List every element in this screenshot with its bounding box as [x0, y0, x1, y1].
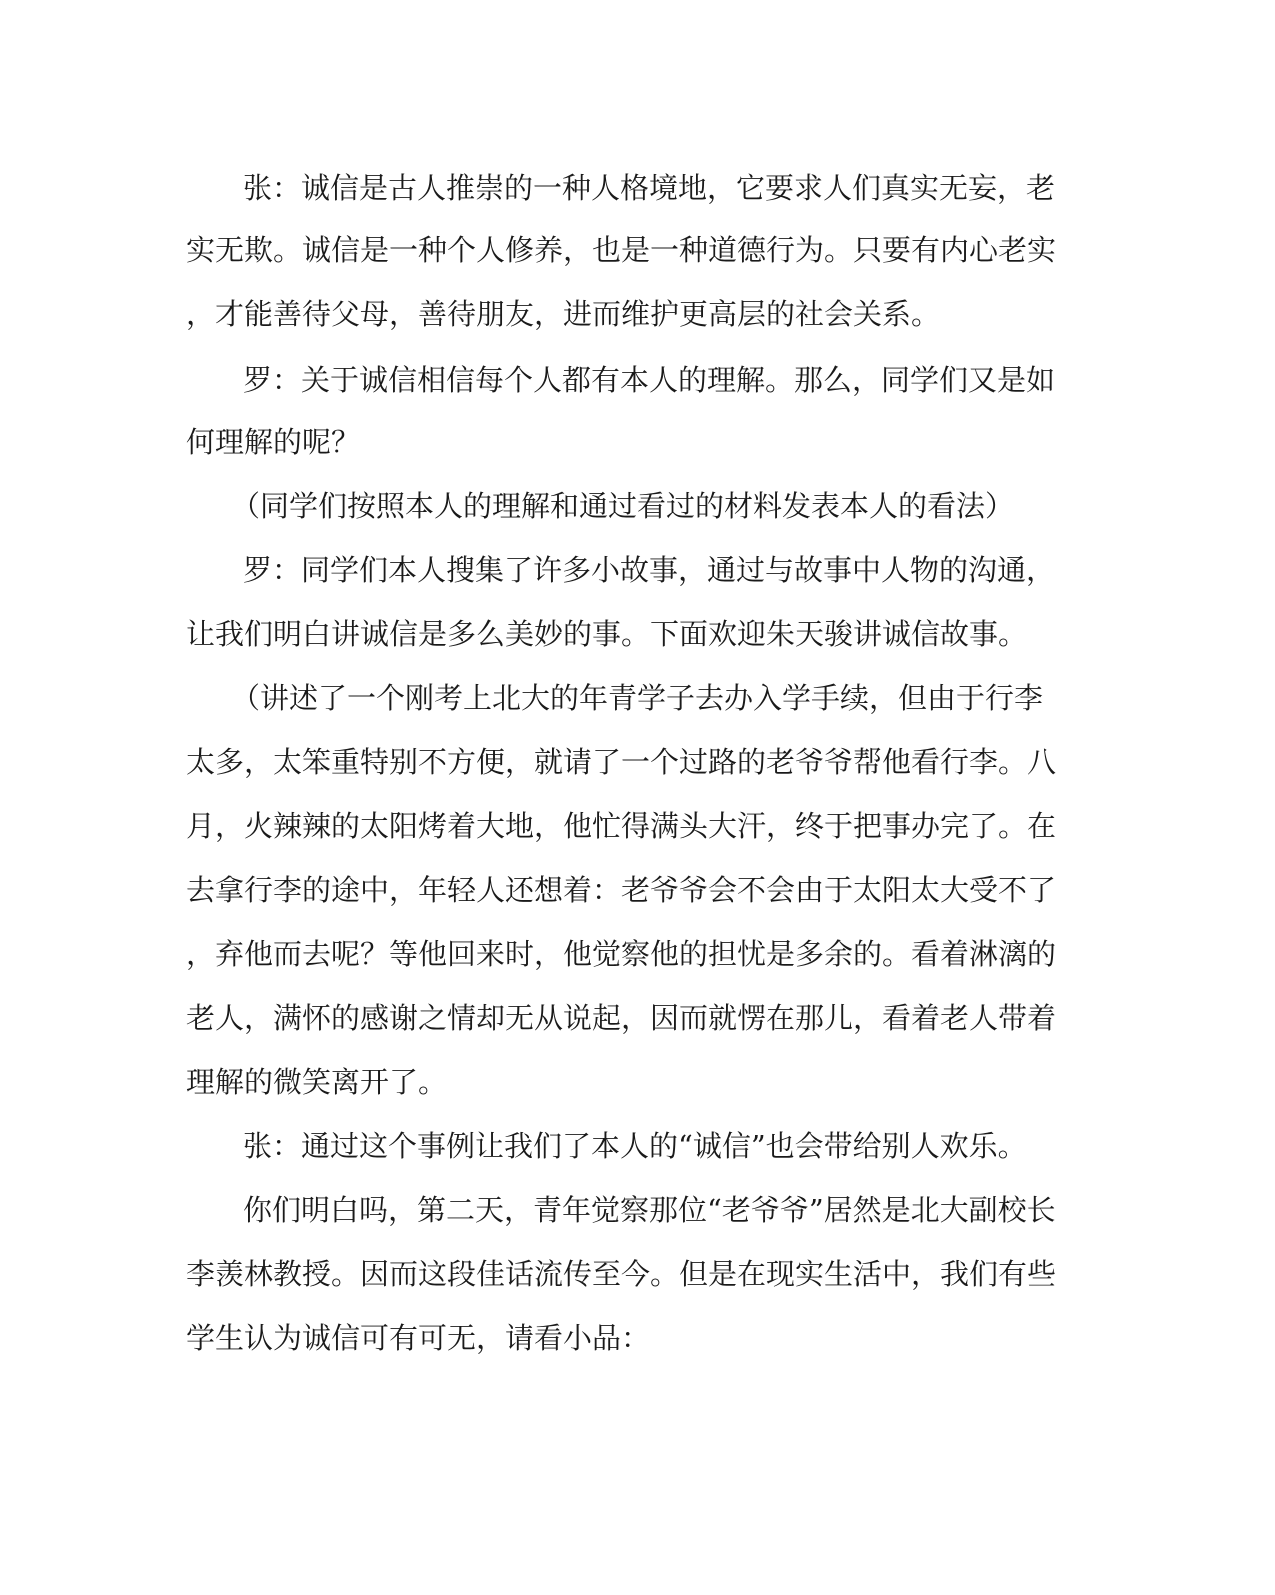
- text-line: 太多，太笨重特别不方便，就请了一个过路的老爷爷帮他看行李。八: [186, 745, 1057, 779]
- text-line: 学生认为诚信可有可无，请看小品：: [186, 1321, 651, 1355]
- text-line: 老人，满怀的感谢之情却无从说起，因而就愣在那儿，看着老人带着: [186, 1001, 1057, 1035]
- text-line: 去拿行李的途中，年轻人还想着：老爷爷会不会由于太阳太大受不了: [186, 873, 1057, 907]
- text-line: 张：通过这个事例让我们了本人的“诚信”也会带给别人欢乐。: [243, 1129, 1027, 1163]
- text-line: 罗：关于诚信相信每个人都有本人的理解。那么，同学们又是如: [243, 363, 1056, 397]
- text-line: 李羡林教授。因而这段佳话流传至今。但是在现实生活中，我们有些: [186, 1257, 1057, 1291]
- text-line: 罗：同学们本人搜集了许多小故事，通过与故事中人物的沟通，: [243, 553, 1056, 587]
- text-line: 你们明白吗，第二天，青年觉察那位“老爷爷”居然是北大副校长: [243, 1193, 1056, 1227]
- text-line: ，才能善待父母，善待朋友，进而维护更高层的社会关系。: [186, 297, 941, 331]
- text-line: 让我们明白讲诚信是多么美妙的事。下面欢迎朱天骏讲诚信故事。: [186, 617, 1028, 651]
- text-line: 实无欺。诚信是一种个人修养，也是一种道德行为。只要有内心老实: [186, 233, 1057, 267]
- text-line: （同学们按照本人的理解和通过看过的材料发表本人的看法）: [231, 489, 1015, 523]
- text-line: 月，火辣辣的太阳烤着大地，他忙得满头大汗，终于把事办完了。在: [186, 809, 1057, 843]
- text-line: 理解的微笑离开了。: [186, 1065, 448, 1099]
- text-line: ，弃他而去呢？等他回来时，他觉察他的担忧是多余的。看着淋漓的: [186, 937, 1057, 971]
- text-line: 何理解的呢？: [186, 425, 361, 459]
- text-line: 张：诚信是古人推崇的一种人格境地，它要求人们真实无妄，老: [243, 171, 1056, 205]
- text-line: （讲述了一个刚考上北大的年青学子去办入学手续，但由于行李: [231, 681, 1044, 715]
